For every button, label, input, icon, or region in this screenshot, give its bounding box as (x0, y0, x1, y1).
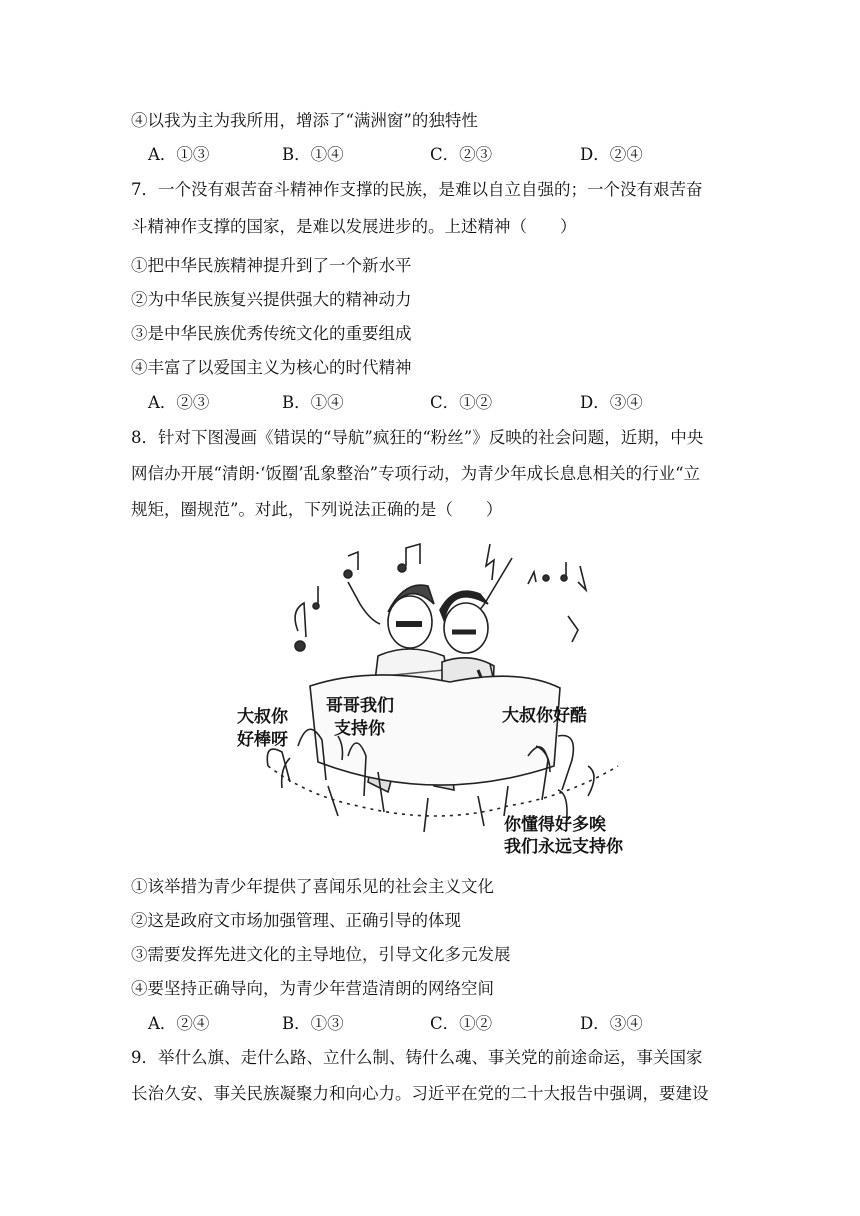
q9-stem-line-1: 9．举什么旗、走什么路、立什么制、铸什么魂、事关党的前途命运，事关国家 (131, 1048, 703, 1067)
q7-choices (148, 391, 768, 415)
bubble-center-line-2: 支持你 (334, 719, 385, 739)
q8-choice-c: C．①② (430, 1014, 493, 1033)
bubble-left-line-2: 好棒呀 (237, 730, 288, 750)
fan-cartoon-image (228, 536, 636, 864)
q7-choice-a: A．②③ (148, 393, 210, 412)
q7-choice-d: D．③④ (580, 393, 643, 412)
bubble-bottom-line-2: 我们永远支持你 (504, 837, 623, 857)
bubble-center-line-1: 哥哥我们 (326, 696, 394, 716)
q6-option-4: ④以我为主为我所用，增添了“满洲窗”的独特性 (131, 111, 478, 130)
q9-stem-line-2: 长治久安、事关民族凝聚力和向心力。习近平在党的二十大报告中强调，要建设 (131, 1084, 709, 1103)
q8-option-2: ②这是政府文市场加强管理、正确引导的体现 (131, 911, 461, 930)
q8-choice-b: B．①③ (282, 1014, 344, 1033)
q8-stem-line-3: 规矩，圈规范”。对此，下列说法正确的是（ ） (131, 500, 503, 519)
q6-choices (148, 143, 768, 167)
q7-choice-b: B．①④ (282, 393, 344, 412)
q8-option-3: ③需要发挥先进文化的主导地位，引导文化多元发展 (131, 945, 511, 964)
q6-choice-c: C．②③ (430, 145, 493, 164)
q7-option-1: ①把中华民族精神提升到了一个新水平 (131, 256, 412, 275)
q8-option-1: ①该举措为青少年提供了喜闻乐见的社会主义文化 (131, 877, 494, 896)
bubble-left-line-1: 大叔你 (237, 707, 288, 727)
bubble-bottom-line-1: 你懂得好多唉 (504, 815, 606, 835)
q7-option-4: ④丰富了以爱国主义为核心的时代精神 (131, 358, 412, 377)
q8-choice-a: A．②④ (148, 1014, 210, 1033)
q8-stem-line-2: 网信办开展“清朗·‘饭圈’乱象整治”专项行动，为青少年成长息息相关的行业“立 (131, 464, 701, 483)
q6-choice-d: D．②④ (580, 145, 643, 164)
q6-choice-a: A．①③ (148, 145, 210, 164)
q8-choices (148, 1012, 768, 1036)
q7-choice-c: C．①② (430, 393, 493, 412)
q8-option-4: ④要坚持正确导向，为青少年营造清朗的网络空间 (131, 979, 494, 998)
q7-stem-line-2: 斗精神作支撑的国家，是难以发展进步的。上述精神（ ） (131, 217, 577, 236)
q6-choice-b: B．①④ (282, 145, 344, 164)
bubble-right: 大叔你好酷 (502, 706, 587, 726)
q8-choice-d: D．③④ (580, 1014, 643, 1033)
q7-option-2: ②为中华民族复兴提供强大的精神动力 (131, 290, 412, 309)
q7-stem-line-1: 7．一个没有艰苦奋斗精神作支撑的民族，是难以自立自强的；一个没有艰苦奋 (131, 180, 703, 199)
q8-stem-line-1: 8．针对下图漫画《错误的“导航”疯狂的“粉丝”》反映的社会问题，近期，中央 (131, 428, 704, 447)
q7-option-3: ③是中华民族优秀传统文化的重要组成 (131, 324, 412, 343)
